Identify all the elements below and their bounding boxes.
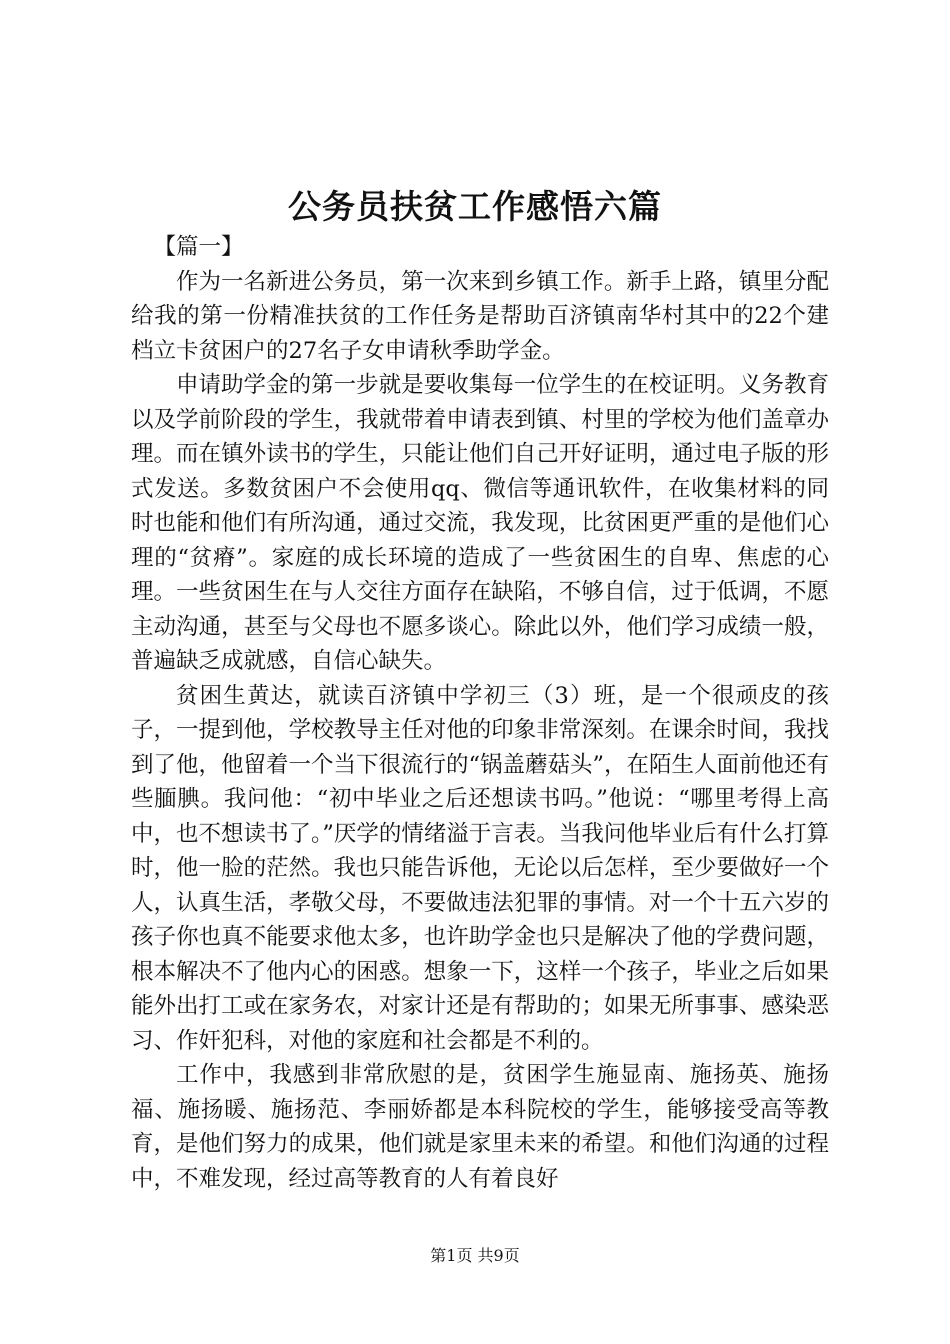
section-heading: 【篇一】 bbox=[153, 234, 244, 260]
document-title: 公务员扶贫工作感悟六篇 bbox=[288, 187, 662, 226]
paragraph-1: 作为一名新进公务员，第一次来到乡镇工作。新手上路，镇里分配给我的第一份精准扶贫的工作任务是帮助百济镇南华村其中的22个建档立卡贫困户的27名子女申请秋季助学金。 bbox=[131, 268, 829, 364]
paragraph-2: 申请助学金的第一步就是要收集每一位学生的在校证明。义务教育以及学前阶段的学生，我就带着申请表到镇、村里的学校为他们盖章办理。而在镇外读书的学生，只能让他们自己开好证明，通过电子版的形式发送。多数贫困户不会使用qq、微信等通讯软件，在收集材料的同时也能和他们有所沟通，通过交流，我发现，比贫困更严重的是他们心理的“贫瘠”。家庭的成长环境的造成了一些贫困生的自卑、焦虑的心理。一些贫困生在与人交往方面存在缺陷，不够自信，过于低调，不愿主动沟通，甚至与父母也不愿多谈心。除此以外，他们学习成绩一般，普遍缺乏成就感，自信心缺失。 bbox=[131, 372, 829, 674]
paragraph-4: 工作中，我感到非常欣慰的是，贫困学生施显南、施扬英、施扬福、施扬暖、施扬范、李丽娇都是本科院校的学生，能够接受高等教育，是他们努力的成果，他们就是家里未来的希望。和他们沟通的过程中，不难发现，经过高等教育的人有着良好 bbox=[131, 1062, 829, 1192]
page-number-footer: 第1页 共9页 bbox=[430, 1246, 520, 1265]
paragraph-3: 贫困生黄达，就读百济镇中学初三（3）班，是一个很顽皮的孩子，一提到他，学校教导主任对他的印象非常深刻。在课余时间，我找到了他，他留着一个当下很流行的“锅盖蘑菇头”，在陌生人面前他还有些腼腆。我问他：“初中毕业之后还想读书吗。”他说：“哪里考得上高中，也不想读书了。”厌学的情绪溢于言表。当我问他毕业后有什么打算时，他一脸的茫然。我也只能告诉他，无论以后怎样，至少要做好一个人，认真生活，孝敬父母，不要做违法犯罪的事情。对一个十五六岁的孩子你也真不能要求他太多，也许助学金也只是解决了他的学费问题，根本解决不了他内心的困惑。想象一下，这样一个孩子，毕业之后如果能外出打工或在家务农，对家计还是有帮助的；如果无所事事、感染恶习、作奸犯科，对他的家庭和社会都是不利的。 bbox=[131, 682, 830, 1054]
document-body bbox=[131, 230, 829, 1196]
